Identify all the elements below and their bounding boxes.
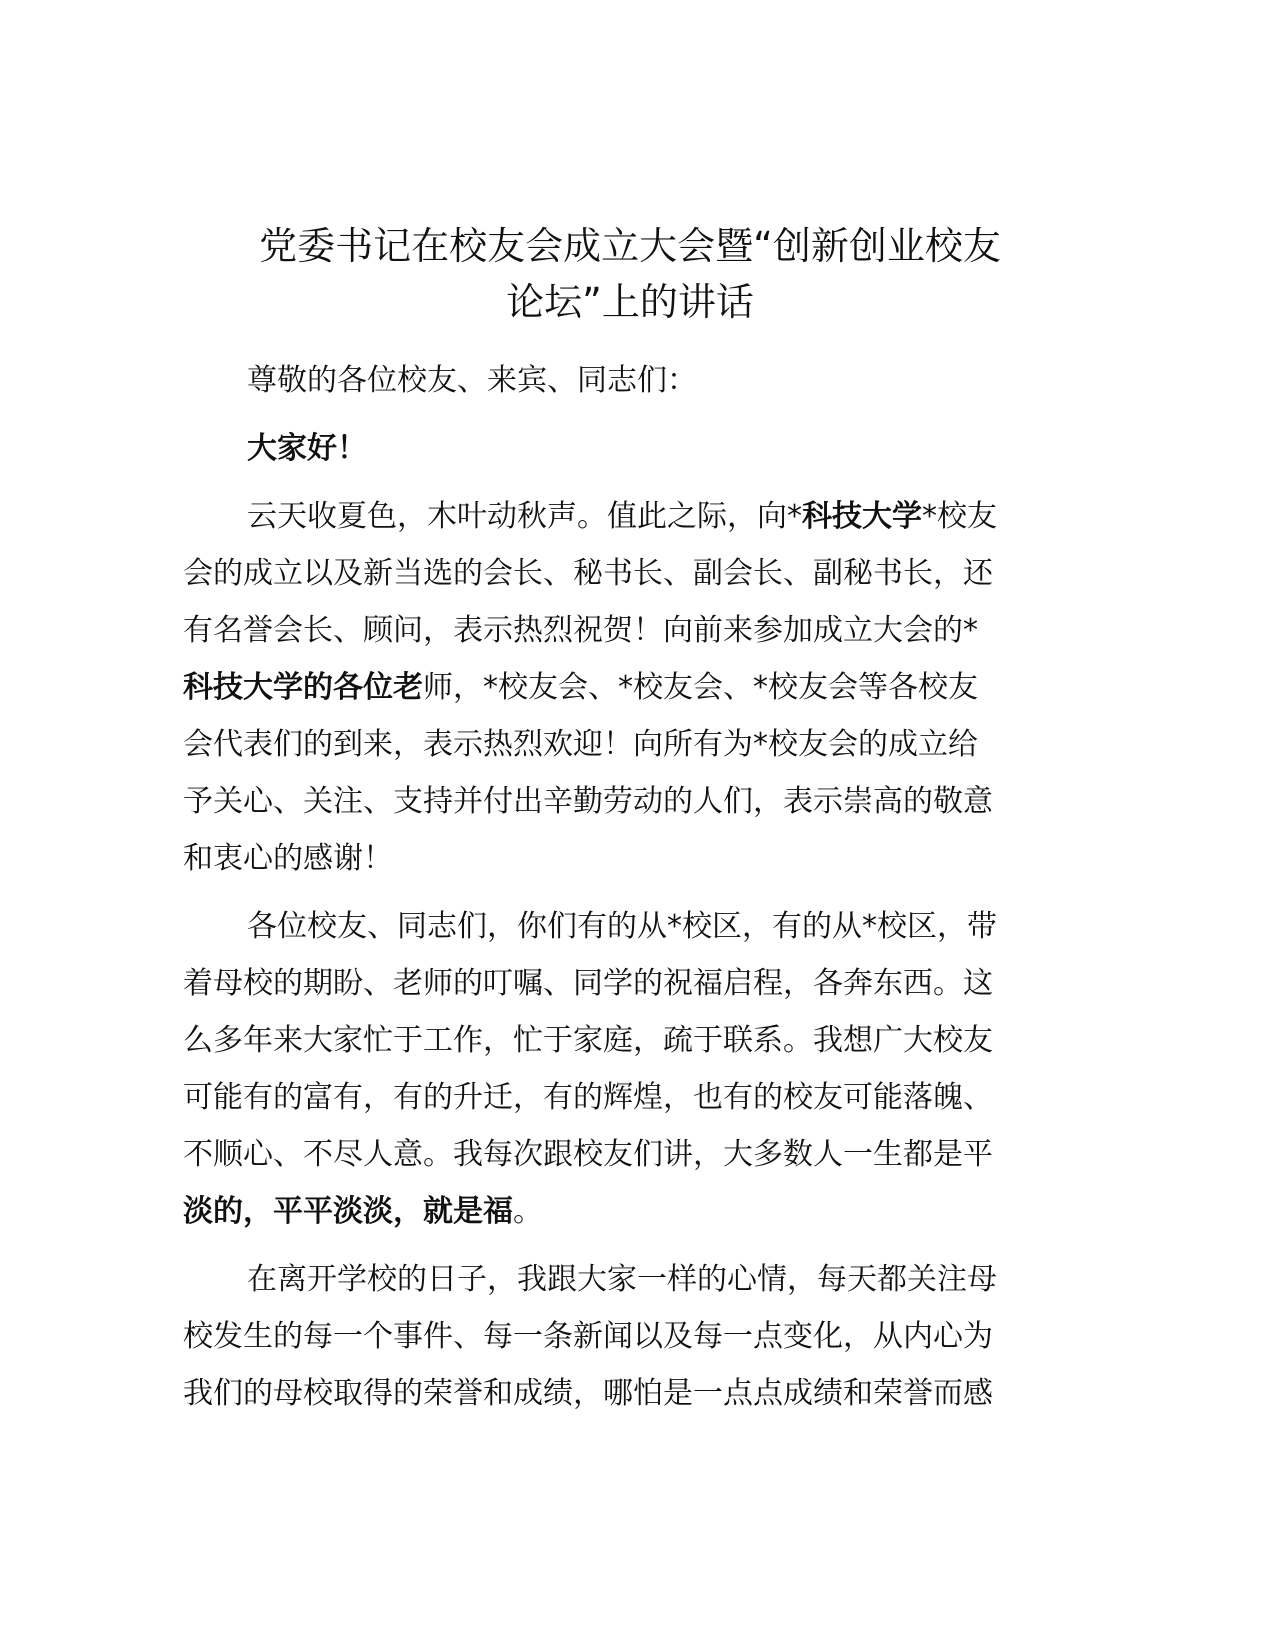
paragraph-2-line-3: 么多年来大家忙于工作，忙于家庭，疏于联系。我想广大校友 [183, 1023, 993, 1058]
title-line-2: 论坛”上的讲话 [506, 280, 754, 324]
paragraph-2-line-6-text-b: 。 [513, 1194, 543, 1229]
salutation-text: 尊敬的各位校友、来宾、同志们： [247, 363, 697, 398]
paragraph-2-line-5: 不顺心、不尽人意。我每次跟校友们讲，大多数人一生都是平 [183, 1137, 993, 1172]
paragraph-2 [183, 898, 1088, 1240]
paragraph-3 [183, 1251, 1088, 1422]
paragraph-1-line-7: 和衷心的感谢！ [183, 841, 393, 876]
paragraph-2-line-6-text-a: 淡的，平平淡淡，就是福 [183, 1194, 513, 1229]
paragraph-1-line-5: 会代表们的到来，表示热烈欢迎！向所有为*校友会的成立给 [183, 727, 978, 762]
paragraph-1-line-4-text-a: 科技大学的各位老 [183, 670, 423, 705]
paragraph-1-line-1 [183, 488, 1088, 545]
paragraph-1 [183, 488, 1088, 887]
greeting [183, 420, 1088, 477]
paragraph-2-line-1: 各位校友、同志们，你们有的从*校区，有的从*校区，带 [247, 909, 997, 944]
paragraph-1-line-1-text-b: 科技大学 [802, 499, 922, 534]
greeting-text: 大家好！ [247, 431, 367, 466]
paragraph-2-line-4: 可能有的富有，有的升迁，有的辉煌，也有的校友可能落魄、 [183, 1080, 993, 1115]
paragraph-1-line-3: 有名誉会长、顾问，表示热烈祝贺！向前来参加成立大会的* [183, 613, 978, 648]
paragraph-1-line-1-text-c: *校友 [922, 499, 997, 534]
paragraph-1-line-4-text-b: 师，*校友会、*校友会、*校友会等各校友 [423, 670, 978, 705]
paragraph-1-line-4 [183, 659, 1088, 716]
salutation [183, 352, 1088, 409]
document-body [183, 352, 1088, 1422]
paragraph-1-line-2: 会的成立以及新当选的会长、秘书长、副会长、副秘书长，还 [183, 556, 993, 591]
title-line-1: 党委书记在校友会成立大会暨“创新创业校友 [259, 224, 1001, 268]
paragraph-3-line-2: 校发生的每一个事件、每一条新闻以及每一点变化，从内心为 [183, 1319, 993, 1354]
document-title [180, 218, 1080, 330]
paragraph-2-line-6 [183, 1183, 1088, 1240]
paragraph-2-line-2: 着母校的期盼、老师的叮嘱、同学的祝福启程，各奔东西。这 [183, 966, 993, 1001]
paragraph-3-line-3: 我们的母校取得的荣誉和成绩，哪怕是一点点成绩和荣誉而感 [183, 1376, 993, 1411]
paragraph-1-line-1-text-a: 云天收夏色，木叶动秋声。值此之际，向* [247, 499, 802, 534]
paragraph-1-line-6: 予关心、关注、支持并付出辛勤劳动的人们，表示崇高的敬意 [183, 784, 993, 819]
paragraph-3-line-1: 在离开学校的日子，我跟大家一样的心情，每天都关注母 [247, 1262, 997, 1297]
